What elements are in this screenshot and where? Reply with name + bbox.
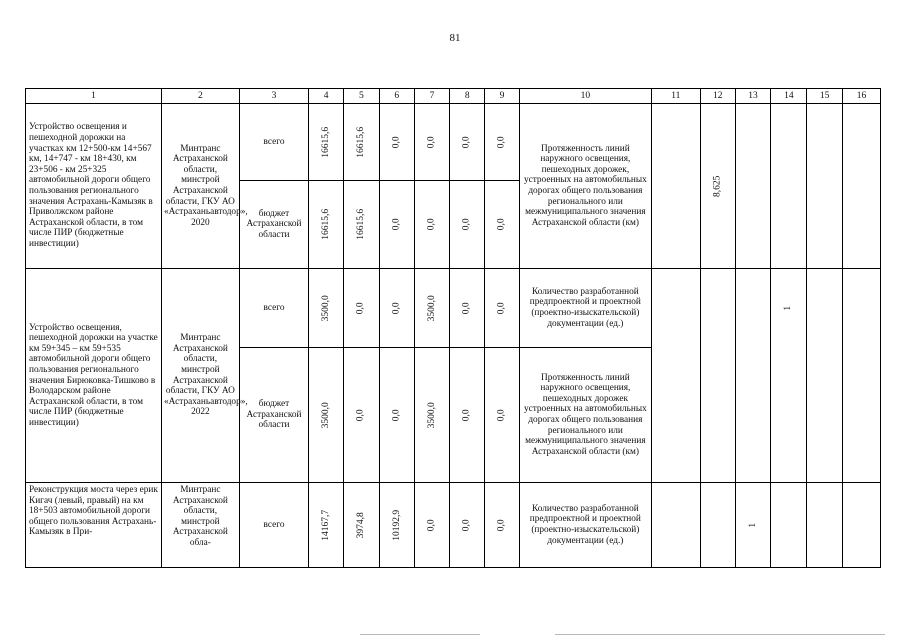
indicator: Количество разработанной предпроектной и проектной (проектно-изыскательской) документации (ед.) (519, 269, 651, 348)
scan-artifact-line (360, 634, 480, 635)
value-total: 3500,0 (320, 401, 331, 429)
budget-table (25, 88, 881, 568)
value-year: 3500,0 (426, 401, 437, 429)
value-cell (700, 483, 735, 568)
value-cell (771, 104, 807, 269)
value-cell (700, 269, 735, 348)
value-year: 16615,6 (356, 126, 367, 158)
value-year: 0,0 (461, 409, 472, 421)
indicator-value: 1 (783, 305, 794, 311)
value-year: 0,0 (426, 519, 437, 531)
header-row (26, 89, 881, 104)
col-header: 4 (309, 89, 344, 104)
indicator-value: 8,625 (712, 175, 723, 197)
value-cell (843, 483, 881, 568)
col-header: 6 (379, 89, 414, 104)
funding-source: всего (239, 269, 309, 348)
project-name: Устройство освещения, пешеходной дорожки на участке км 59+345 – км 59+535 автомобильной дороги общего пользования регионального значения Бирюковка-Тишково в Володарском районе Астраханской области, в том числе ПИР (бюджетные инвестиции) (26, 269, 162, 483)
value-year: 0,0 (496, 409, 507, 421)
col-header: 9 (485, 89, 520, 104)
value-year: 0,0 (391, 409, 402, 421)
value-cell (651, 269, 700, 348)
value-year: 0,0 (496, 136, 507, 148)
budget-table-sheet (25, 88, 881, 568)
value-total: 16615,6 (321, 126, 332, 158)
value-year: 0,0 (461, 302, 472, 314)
value-cell (735, 269, 771, 348)
value-cell (651, 104, 700, 269)
value-cell (771, 483, 807, 568)
page-number: 81 (449, 32, 461, 44)
value-year: 0,0 (391, 302, 402, 314)
value-year: 0,0 (426, 218, 437, 231)
indicator-value: 1 (747, 522, 758, 528)
funding-source: всего (239, 483, 309, 568)
value-cell (651, 348, 700, 483)
project-name: Реконструкция моста через ерик Кигач (левый, правый) на км 18+503 автомобильной дороги общего пользования Астрахань-Камызяк в При- (26, 483, 162, 568)
executor: Минтранс Астраханской области, минстрой Астраханской обла- (162, 483, 240, 568)
col-header: 15 (807, 89, 843, 104)
table-row (26, 483, 881, 568)
value-cell (735, 104, 771, 269)
col-header: 2 (162, 89, 240, 104)
value-year: 0,0 (391, 136, 402, 148)
value-cell (700, 348, 735, 483)
value-year: 0,0 (461, 519, 472, 531)
value-total: 16615,6 (321, 209, 332, 240)
col-header: 5 (344, 89, 380, 104)
funding-source: бюджет Астраханской области (239, 181, 309, 269)
value-cell (771, 348, 807, 483)
col-header: 13 (735, 89, 771, 104)
funding-source: всего (239, 104, 309, 181)
indicator: Количество разработанной предпроектной и проектной (проектно-изыскательской) документации (ед.) (519, 483, 651, 568)
value-cell (735, 348, 771, 483)
scan-artifact-line (555, 634, 885, 635)
value-cell (843, 269, 881, 348)
project-name: Устройство освещения и пешеходной дорожки на участках км 12+500-км 14+567 км, 14+747 - км 18+430, км 23+506 - км 25+325 автомобильной дороги общего пользования регионального значения Астрахань-Камызяк в Приволжском районе Астраханской области, в том числе ПИР (бюджетные инвестиции) (26, 104, 162, 269)
value-cell (807, 269, 843, 348)
col-header: 10 (519, 89, 651, 104)
value-total: 14167,7 (321, 509, 332, 541)
indicator: Протяженность линий наружного освещения, пешеходных дорожек, устроенных на автомобильных дорогах общего пользования регионального или межмуниципального значения Астраханской области (км) (519, 104, 651, 269)
table-row (26, 104, 881, 181)
value-cell (651, 483, 700, 568)
executor: Минтранс Астраханской области, минстрой Астраханской области, ГКУ АО «Астраханьавтодор», 2022 (162, 269, 240, 483)
executor: Минтранс Астраханской области, минстрой Астраханской области, ГКУ АО «Астраханьавтодор», 2020 (162, 104, 240, 269)
value-cell (807, 483, 843, 568)
col-header: 3 (239, 89, 309, 104)
value-year: 16615,6 (356, 209, 367, 240)
value-year: 0,0 (496, 218, 507, 231)
value-cell (807, 104, 843, 269)
value-year: 3974,8 (356, 511, 367, 539)
indicator: Протяженность линий наружного освещения, пешеходных дорожек устроенных на автомобильных дорогах общего пользования регионального или межмуниципального значения Астраханской области (км) (519, 348, 651, 483)
value-year: 10192,9 (391, 509, 402, 541)
col-header: 14 (771, 89, 807, 104)
value-cell (843, 104, 881, 269)
col-header: 16 (843, 89, 881, 104)
value-year: 0,0 (461, 136, 472, 148)
value-year: 0,0 (356, 409, 367, 421)
value-year: 0,0 (496, 519, 507, 531)
table-row (26, 269, 881, 348)
col-header: 7 (414, 89, 450, 104)
value-cell (807, 348, 843, 483)
col-header: 11 (651, 89, 700, 104)
value-year: 0,0 (496, 302, 507, 314)
value-year: 0,0 (391, 218, 402, 231)
funding-source: бюджет Астраханской области (239, 348, 309, 483)
value-year: 3500,0 (426, 294, 437, 322)
value-year: 0,0 (356, 302, 367, 314)
value-year: 0,0 (426, 136, 437, 148)
col-header: 8 (450, 89, 485, 104)
value-total: 3500,0 (320, 294, 331, 322)
col-header: 12 (700, 89, 735, 104)
value-cell (843, 348, 881, 483)
col-header: 1 (26, 89, 162, 104)
value-year: 0,0 (461, 218, 472, 231)
